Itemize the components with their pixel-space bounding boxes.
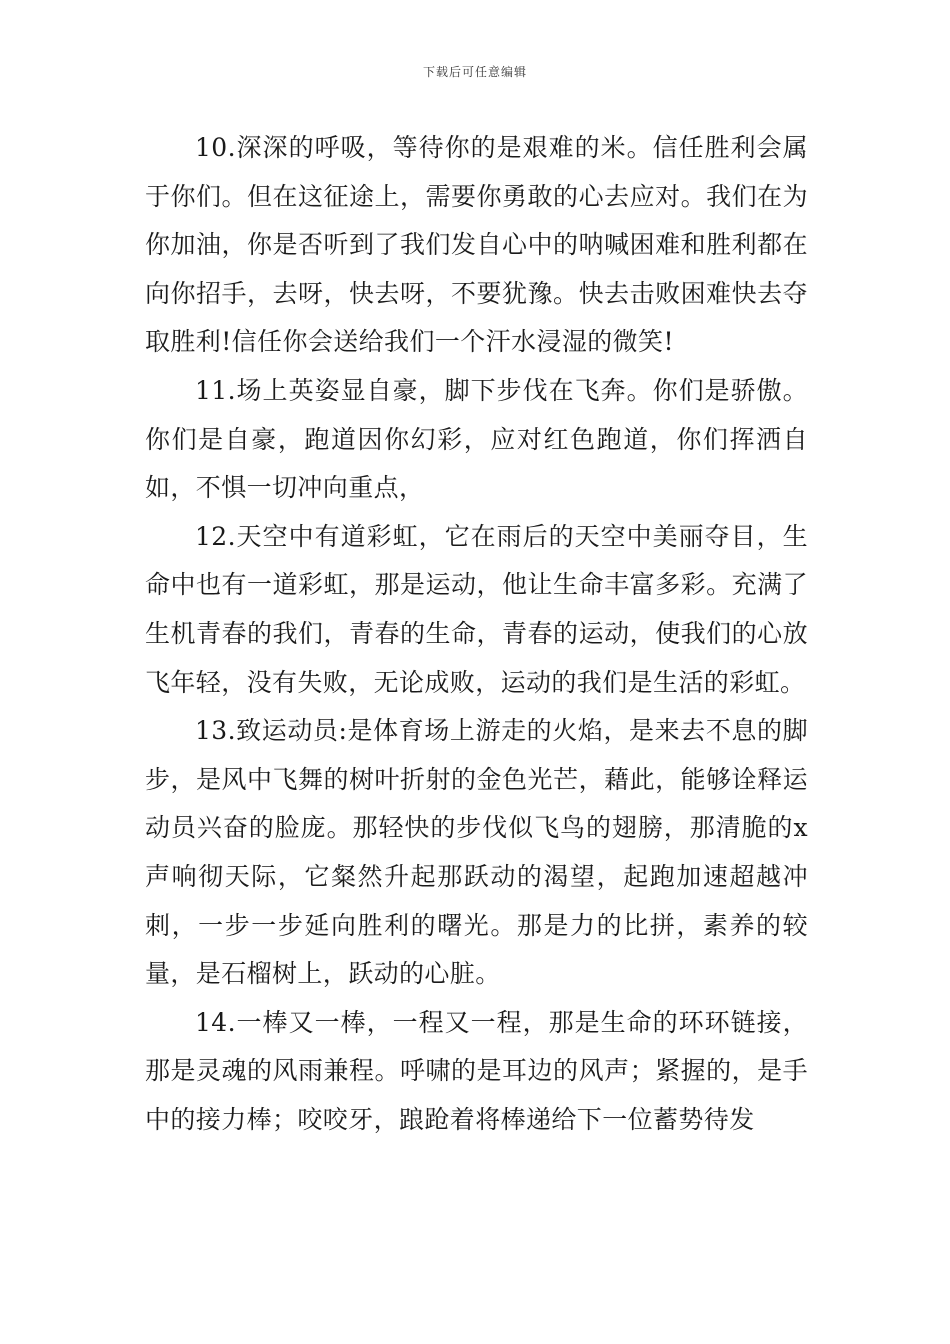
paragraph-13: 13.致运动员:是体育场上游走的火焰，是来去不息的脚步，是风中飞舞的树叶折射的金色光芒，藉此，能够诠释运动员兴奋的脸庞。那轻快的步伐似飞鸟的翅膀，那清脆的x声响彻天际，它粲然升起那跃动的渴望，起跑加速超越冲刺，一步一步延向胜利的曙光。那是力的比拼，素养的较量，是石榴树上，跃动的心脏。 [145,716,808,989]
paragraph-11: 11.场上英姿显自豪，脚下步伐在飞奔。你们是骄傲。你们是自豪，跑道因你幻彩，应对红色跑道，你们挥洒自如，不惧一切冲向重点， [145,375,808,503]
page-header-note: 下载后可任意编辑 [422,65,527,79]
paragraph-12: 12.天空中有道彩虹，它在雨后的天空中美丽夺目，生命中也有一道彩虹，那是运动，他让生命丰富多彩。充满了生机青春的我们，青春的生命，青春的运动，使我们的心放飞年轻，没有失败，无论成败，运动的我们是生活的彩虹。 [145,521,808,697]
paragraph-10: 10.深深的呼吸，等待你的是艰难的米。信任胜利会属于你们。但在这征途上，需要你勇敢的心去应对。我们在为你加油，你是否听到了我们发自心中的呐喊困难和胜利都在向你招手，去呀，快去呀，不要犹豫。快去击败困难快去夺取胜利!信任你会送给我们一个汗水浸湿的微笑! [145,133,808,357]
paragraph-14: 14.一棒又一棒，一程又一程，那是生命的环环链接，那是灵魂的风雨兼程。呼啸的是耳边的风声；紧握的，是手中的接力棒；咬咬牙，踉跄着将棒递给下一位蓄势待发 [145,1007,808,1134]
document-body [145,124,808,1144]
